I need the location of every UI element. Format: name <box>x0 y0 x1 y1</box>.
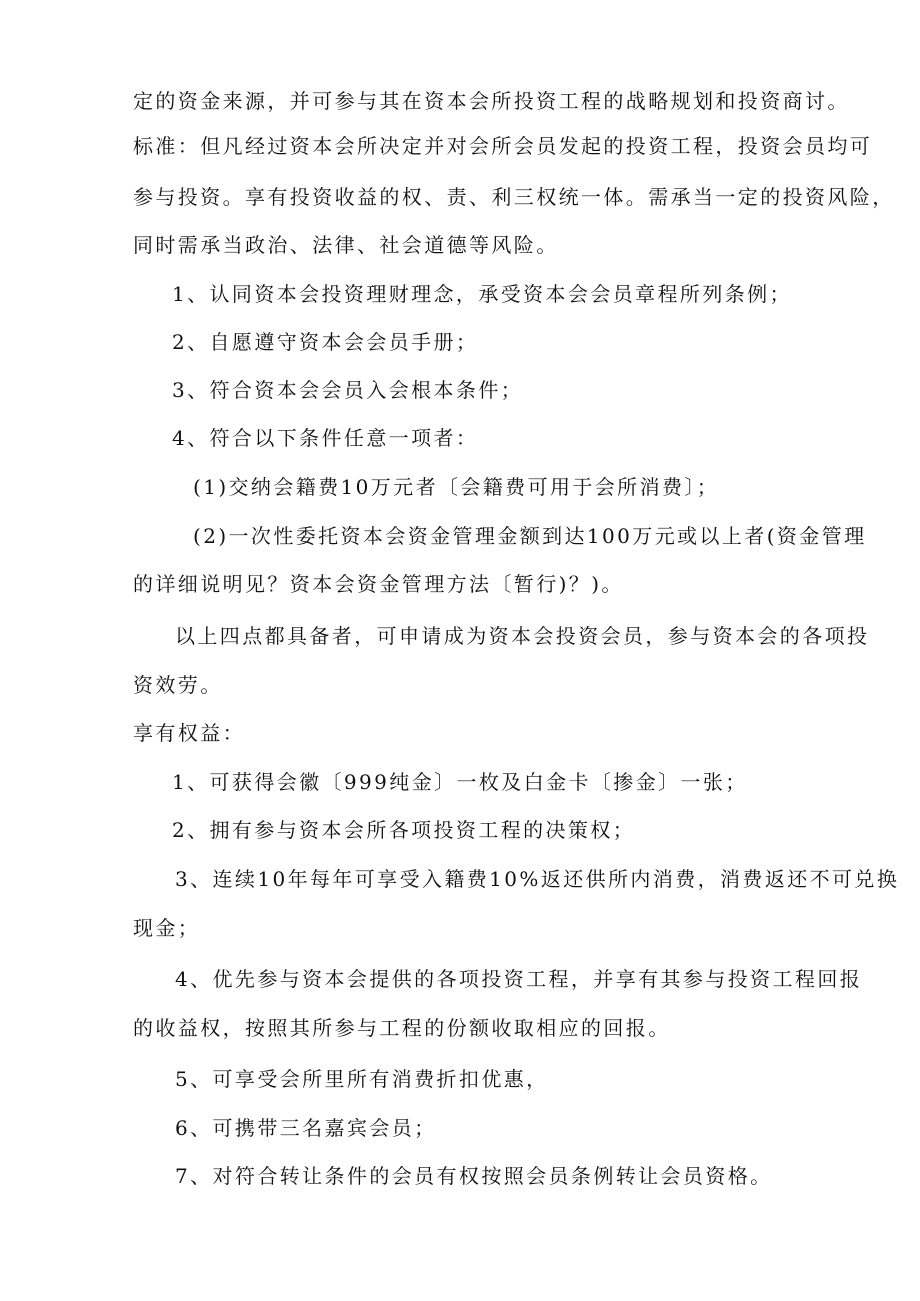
list-item: 3、符合资本会会员入会根本条件； <box>172 378 524 402</box>
paragraph-line: 现金； <box>133 916 201 940</box>
list-item: 3、连续10年每年可享受入籍费10%返还供所内消费，消费返还不可兑换 <box>175 867 900 891</box>
list-item: 5、可享受会所里所有消费折扣优惠， <box>175 1067 549 1091</box>
list-item: 1、可获得会徽〔999纯金〕一枚及白金卡〔掺金〕一张； <box>172 770 748 794</box>
paragraph-line: 资效劳。 <box>133 673 223 697</box>
section-heading: 享有权益： <box>133 721 245 745</box>
list-item: 4、优先参与资本会提供的各项投资工程，并享有其参与投资工程回报 <box>175 967 863 991</box>
list-item: 2、拥有参与资本会所各项投资工程的决策权； <box>172 818 636 842</box>
paragraph-line: 的详细说明见？资本会资金管理方法〔暂行)？)。 <box>133 572 624 596</box>
list-item: 6、可携带三名嘉宾会员； <box>175 1116 437 1140</box>
list-item: 4、符合以下条件任意一项者： <box>172 426 479 450</box>
paragraph-line: 以上四点都具备者，可申请成为资本会投资会员，参与资本会的各项投 <box>175 624 870 648</box>
list-item: 1、认同资本会投资理财理念，承受资本会会员章程所列条例； <box>172 282 792 306</box>
list-item: 2、自愿遵守资本会会员手册； <box>172 330 479 354</box>
paragraph-line: 的收益权，按照其所参与工程的份额收取相应的回报。 <box>133 1016 671 1040</box>
paragraph-line: 参与投资。享有投资收益的权、责、利三权统一体。需承当一定的投资风险， <box>133 185 895 209</box>
paragraph-line: 同时需承当政治、法律、社会道德等风险。 <box>133 233 559 257</box>
paragraph-line: 定的资金来源，并可参与其在资本会所投资工程的战略规划和投资商讨。 <box>133 89 850 113</box>
list-item: 7、对符合转让条件的会员有权按照会员条例转让会员资格。 <box>175 1164 773 1188</box>
sub-list-item: (2)一次性委托资本会资金管理金额到达100万元或以上者(资金管理 <box>193 524 867 548</box>
paragraph-line: 标准：但凡经过资本会所决定并对会所会员发起的投资工程，投资会员均可 <box>133 134 873 158</box>
sub-list-item: (1)交纳会籍费10万元者〔会籍费可用于会所消费〕； <box>193 475 720 499</box>
